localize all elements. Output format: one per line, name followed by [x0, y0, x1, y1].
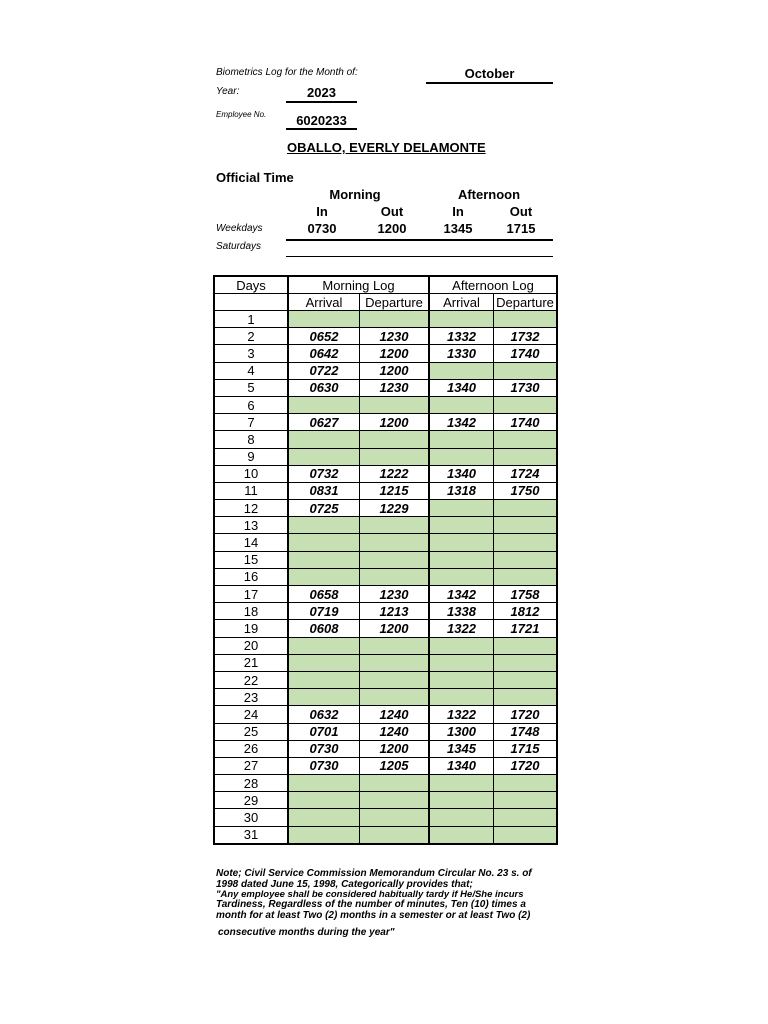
day-cell: 13 — [214, 517, 288, 534]
table-row — [214, 706, 557, 723]
afternoon-arrival-cell — [429, 534, 494, 551]
afternoon-departure-cell — [494, 826, 558, 844]
days-subheader-blank — [214, 294, 288, 311]
afternoon-arrival-cell — [429, 517, 494, 534]
afternoon-arrival-cell — [429, 431, 494, 448]
afternoon-arrival-cell: 1330 — [429, 345, 494, 362]
weekdays-label: Weekdays — [216, 223, 263, 234]
day-cell: 21 — [214, 654, 288, 671]
morning-arrival-cell: 0658 — [288, 586, 360, 603]
day-cell: 11 — [214, 482, 288, 499]
morning-departure-cell: 1205 — [360, 757, 430, 774]
morning-departure-cell: 1230 — [360, 328, 430, 345]
day-cell: 12 — [214, 500, 288, 517]
morning-arrival-cell: 0632 — [288, 706, 360, 723]
afternoon-arrival-cell: 1342 — [429, 414, 494, 431]
table-row — [214, 500, 557, 517]
afternoon-arrival-cell — [429, 568, 494, 585]
afternoon-arrival-cell — [429, 671, 494, 688]
afternoon-departure-cell — [494, 534, 558, 551]
table-row — [214, 637, 557, 654]
afternoon-departure-cell — [494, 431, 558, 448]
morning-arrival-cell: 0732 — [288, 465, 360, 482]
table-row — [214, 654, 557, 671]
morning-arrival-cell — [288, 689, 360, 706]
afternoon-arrival-cell: 1322 — [429, 620, 494, 637]
table-row — [214, 671, 557, 688]
morning-departure-cell: 1200 — [360, 362, 430, 379]
weekday-morning-out: 1200 — [377, 221, 407, 236]
morning-arrival-cell — [288, 792, 360, 809]
day-cell: 26 — [214, 740, 288, 757]
afternoon-arrival-cell — [429, 654, 494, 671]
employee-number: 6020233 — [286, 113, 357, 130]
year-value: 2023 — [286, 85, 357, 103]
morning-departure-cell: 1200 — [360, 414, 430, 431]
morning-arrival-cell — [288, 517, 360, 534]
morning-departure-cell — [360, 792, 430, 809]
morning-arrival-cell: 0608 — [288, 620, 360, 637]
table-row — [214, 328, 557, 345]
day-cell: 15 — [214, 551, 288, 568]
official-morning-label: Morning — [329, 187, 381, 202]
day-cell: 17 — [214, 586, 288, 603]
afternoon-log-header: Afternoon Log — [429, 276, 557, 294]
morning-arrival-cell — [288, 311, 360, 328]
morning-departure-cell — [360, 448, 430, 465]
afternoon-departure-cell — [494, 775, 558, 792]
morning-departure-cell — [360, 809, 430, 826]
afternoon-departure-cell — [494, 448, 558, 465]
morning-arrival-cell — [288, 448, 360, 465]
afternoon-departure-cell — [494, 637, 558, 654]
morning-arrival-cell — [288, 637, 360, 654]
morning-arrival-cell — [288, 654, 360, 671]
morning-departure-cell: 1230 — [360, 379, 430, 396]
morning-arrival-cell: 0642 — [288, 345, 360, 362]
afternoon-departure-cell: 1720 — [494, 757, 558, 774]
afternoon-arrival-cell — [429, 792, 494, 809]
table-row — [214, 551, 557, 568]
day-cell: 7 — [214, 414, 288, 431]
afternoon-departure-cell — [494, 551, 558, 568]
days-header: Days — [214, 276, 288, 294]
month-value: October — [426, 66, 553, 84]
afternoon-arrival-cell — [429, 809, 494, 826]
afternoon-arrival-cell — [429, 311, 494, 328]
table-row — [214, 568, 557, 585]
morning-arrival-cell: 0701 — [288, 723, 360, 740]
afternoon-arrival-cell: 1338 — [429, 603, 494, 620]
afternoon-arrival-cell: 1340 — [429, 465, 494, 482]
day-cell: 16 — [214, 568, 288, 585]
afternoon-arrival-cell — [429, 396, 494, 413]
morning-arrival-cell: 0719 — [288, 603, 360, 620]
day-cell: 2 — [214, 328, 288, 345]
afternoon-arrival-cell: 1332 — [429, 328, 494, 345]
table-row — [214, 809, 557, 826]
afternoon-departure-cell — [494, 568, 558, 585]
morning-arrival-cell — [288, 809, 360, 826]
morning-arrival-cell — [288, 396, 360, 413]
table-row — [214, 482, 557, 499]
biometrics-log-table — [213, 275, 558, 845]
year-label: Year: — [216, 86, 240, 97]
note-line-3: "Any employee shall be considered habitually tardy if He/She incurs — [216, 889, 524, 900]
morning-arrival-cell — [288, 534, 360, 551]
day-cell: 20 — [214, 637, 288, 654]
day-cell: 9 — [214, 448, 288, 465]
table-row — [214, 775, 557, 792]
official-morning-out-label: Out — [380, 204, 404, 219]
morning-log-header: Morning Log — [288, 276, 429, 294]
table-row — [214, 311, 557, 328]
note-line-1: Note; Civil Service Commission Memorandum Circular No. 23 s. of — [216, 868, 532, 879]
official-afternoon-in-label: In — [452, 204, 464, 219]
note-line-6: consecutive months during the year" — [218, 927, 395, 938]
morning-departure-cell: 1200 — [360, 620, 430, 637]
table-row — [214, 586, 557, 603]
morning-departure-cell: 1229 — [360, 500, 430, 517]
table-row — [214, 431, 557, 448]
day-cell: 30 — [214, 809, 288, 826]
morning-departure-header: Departure — [360, 294, 430, 311]
afternoon-departure-cell: 1758 — [494, 586, 558, 603]
weekday-afternoon-out: 1715 — [506, 221, 536, 236]
table-row — [214, 689, 557, 706]
table-row — [214, 379, 557, 396]
afternoon-departure-cell: 1812 — [494, 603, 558, 620]
afternoon-departure-cell — [494, 311, 558, 328]
cscs-note — [216, 868, 561, 938]
morning-departure-cell — [360, 431, 430, 448]
day-cell: 24 — [214, 706, 288, 723]
day-cell: 31 — [214, 826, 288, 844]
afternoon-arrival-cell — [429, 551, 494, 568]
afternoon-arrival-cell — [429, 362, 494, 379]
afternoon-departure-cell: 1730 — [494, 379, 558, 396]
table-row — [214, 414, 557, 431]
morning-departure-cell — [360, 654, 430, 671]
morning-departure-cell — [360, 551, 430, 568]
afternoon-arrival-cell — [429, 775, 494, 792]
day-cell: 19 — [214, 620, 288, 637]
morning-departure-cell — [360, 671, 430, 688]
table-row — [214, 517, 557, 534]
morning-departure-cell: 1230 — [360, 586, 430, 603]
morning-departure-cell — [360, 534, 430, 551]
afternoon-departure-cell — [494, 689, 558, 706]
morning-arrival-cell — [288, 671, 360, 688]
table-row — [214, 792, 557, 809]
afternoon-departure-cell — [494, 517, 558, 534]
afternoon-arrival-cell — [429, 500, 494, 517]
day-cell: 4 — [214, 362, 288, 379]
afternoon-departure-cell — [494, 362, 558, 379]
table-row — [214, 465, 557, 482]
note-line-2: 1998 dated June 15, 1998, Categorically provides that; — [216, 879, 473, 890]
afternoon-arrival-cell — [429, 689, 494, 706]
morning-arrival-cell: 0652 — [288, 328, 360, 345]
morning-arrival-cell: 0627 — [288, 414, 360, 431]
employee-label: Employee No. — [216, 110, 267, 119]
morning-departure-cell — [360, 396, 430, 413]
morning-arrival-header: Arrival — [288, 294, 360, 311]
morning-arrival-cell: 0725 — [288, 500, 360, 517]
afternoon-departure-cell: 1740 — [494, 345, 558, 362]
afternoon-departure-cell: 1721 — [494, 620, 558, 637]
afternoon-departure-cell: 1748 — [494, 723, 558, 740]
day-cell: 10 — [214, 465, 288, 482]
saturdays-row-line — [286, 256, 553, 257]
day-cell: 5 — [214, 379, 288, 396]
morning-arrival-cell — [288, 431, 360, 448]
afternoon-departure-cell: 1720 — [494, 706, 558, 723]
afternoon-departure-cell — [494, 396, 558, 413]
afternoon-departure-cell — [494, 671, 558, 688]
afternoon-departure-cell: 1740 — [494, 414, 558, 431]
official-afternoon-label: Afternoon — [457, 187, 521, 202]
note-line-5: month for at least Two (2) months in a semester or at least Two (2) — [216, 910, 531, 921]
day-cell: 22 — [214, 671, 288, 688]
morning-departure-cell: 1200 — [360, 345, 430, 362]
morning-arrival-cell: 0630 — [288, 379, 360, 396]
table-row — [214, 826, 557, 844]
official-afternoon-out-label: Out — [509, 204, 533, 219]
afternoon-arrival-cell: 1345 — [429, 740, 494, 757]
morning-departure-cell: 1200 — [360, 740, 430, 757]
afternoon-departure-cell — [494, 654, 558, 671]
morning-arrival-cell: 0831 — [288, 482, 360, 499]
morning-departure-cell: 1213 — [360, 603, 430, 620]
afternoon-arrival-cell: 1342 — [429, 586, 494, 603]
day-cell: 3 — [214, 345, 288, 362]
afternoon-arrival-cell — [429, 637, 494, 654]
morning-departure-cell: 1215 — [360, 482, 430, 499]
note-line-4: Tardiness, Regardless of the number of minutes, Ten (10) times a — [216, 899, 526, 910]
afternoon-arrival-cell: 1322 — [429, 706, 494, 723]
table-row — [214, 448, 557, 465]
employee-name: OBALLO, EVERLY DELAMONTE — [287, 140, 486, 155]
morning-departure-cell — [360, 311, 430, 328]
table-row — [214, 534, 557, 551]
afternoon-departure-cell: 1724 — [494, 465, 558, 482]
day-cell: 23 — [214, 689, 288, 706]
morning-arrival-cell — [288, 826, 360, 844]
day-cell: 8 — [214, 431, 288, 448]
day-cell: 25 — [214, 723, 288, 740]
morning-departure-cell — [360, 637, 430, 654]
table-row — [214, 620, 557, 637]
table-row — [214, 757, 557, 774]
morning-arrival-cell — [288, 775, 360, 792]
table-row — [214, 723, 557, 740]
table-row — [214, 396, 557, 413]
morning-departure-cell — [360, 689, 430, 706]
weekday-morning-in: 0730 — [307, 221, 337, 236]
day-cell: 28 — [214, 775, 288, 792]
day-cell: 6 — [214, 396, 288, 413]
afternoon-departure-cell: 1732 — [494, 328, 558, 345]
morning-arrival-cell: 0722 — [288, 362, 360, 379]
table-row — [214, 740, 557, 757]
afternoon-arrival-cell: 1318 — [429, 482, 494, 499]
day-cell: 18 — [214, 603, 288, 620]
morning-departure-cell — [360, 826, 430, 844]
morning-departure-cell: 1240 — [360, 706, 430, 723]
afternoon-departure-cell — [494, 792, 558, 809]
afternoon-arrival-cell: 1340 — [429, 379, 494, 396]
table-row — [214, 603, 557, 620]
morning-arrival-cell — [288, 568, 360, 585]
day-cell: 27 — [214, 757, 288, 774]
morning-departure-cell: 1240 — [360, 723, 430, 740]
weekday-afternoon-in: 1345 — [443, 221, 473, 236]
afternoon-arrival-cell — [429, 448, 494, 465]
day-cell: 14 — [214, 534, 288, 551]
saturdays-label: Saturdays — [216, 241, 262, 252]
afternoon-departure-cell: 1715 — [494, 740, 558, 757]
day-cell: 29 — [214, 792, 288, 809]
morning-departure-cell — [360, 775, 430, 792]
afternoon-departure-cell — [494, 809, 558, 826]
morning-departure-cell — [360, 517, 430, 534]
official-morning-in-label: In — [316, 204, 328, 219]
morning-departure-cell: 1222 — [360, 465, 430, 482]
afternoon-departure-cell — [494, 500, 558, 517]
morning-arrival-cell: 0730 — [288, 740, 360, 757]
day-cell: 1 — [214, 311, 288, 328]
afternoon-arrival-cell — [429, 826, 494, 844]
afternoon-arrival-cell: 1300 — [429, 723, 494, 740]
morning-departure-cell — [360, 568, 430, 585]
official-time-title: Official Time — [216, 170, 294, 185]
morning-arrival-cell — [288, 551, 360, 568]
afternoon-arrival-header: Arrival — [429, 294, 494, 311]
table-row — [214, 362, 557, 379]
month-label: Biometrics Log for the Month of: — [216, 67, 358, 78]
afternoon-arrival-cell: 1340 — [429, 757, 494, 774]
afternoon-departure-cell: 1750 — [494, 482, 558, 499]
table-row — [214, 345, 557, 362]
afternoon-departure-header: Departure — [494, 294, 558, 311]
morning-arrival-cell: 0730 — [288, 757, 360, 774]
